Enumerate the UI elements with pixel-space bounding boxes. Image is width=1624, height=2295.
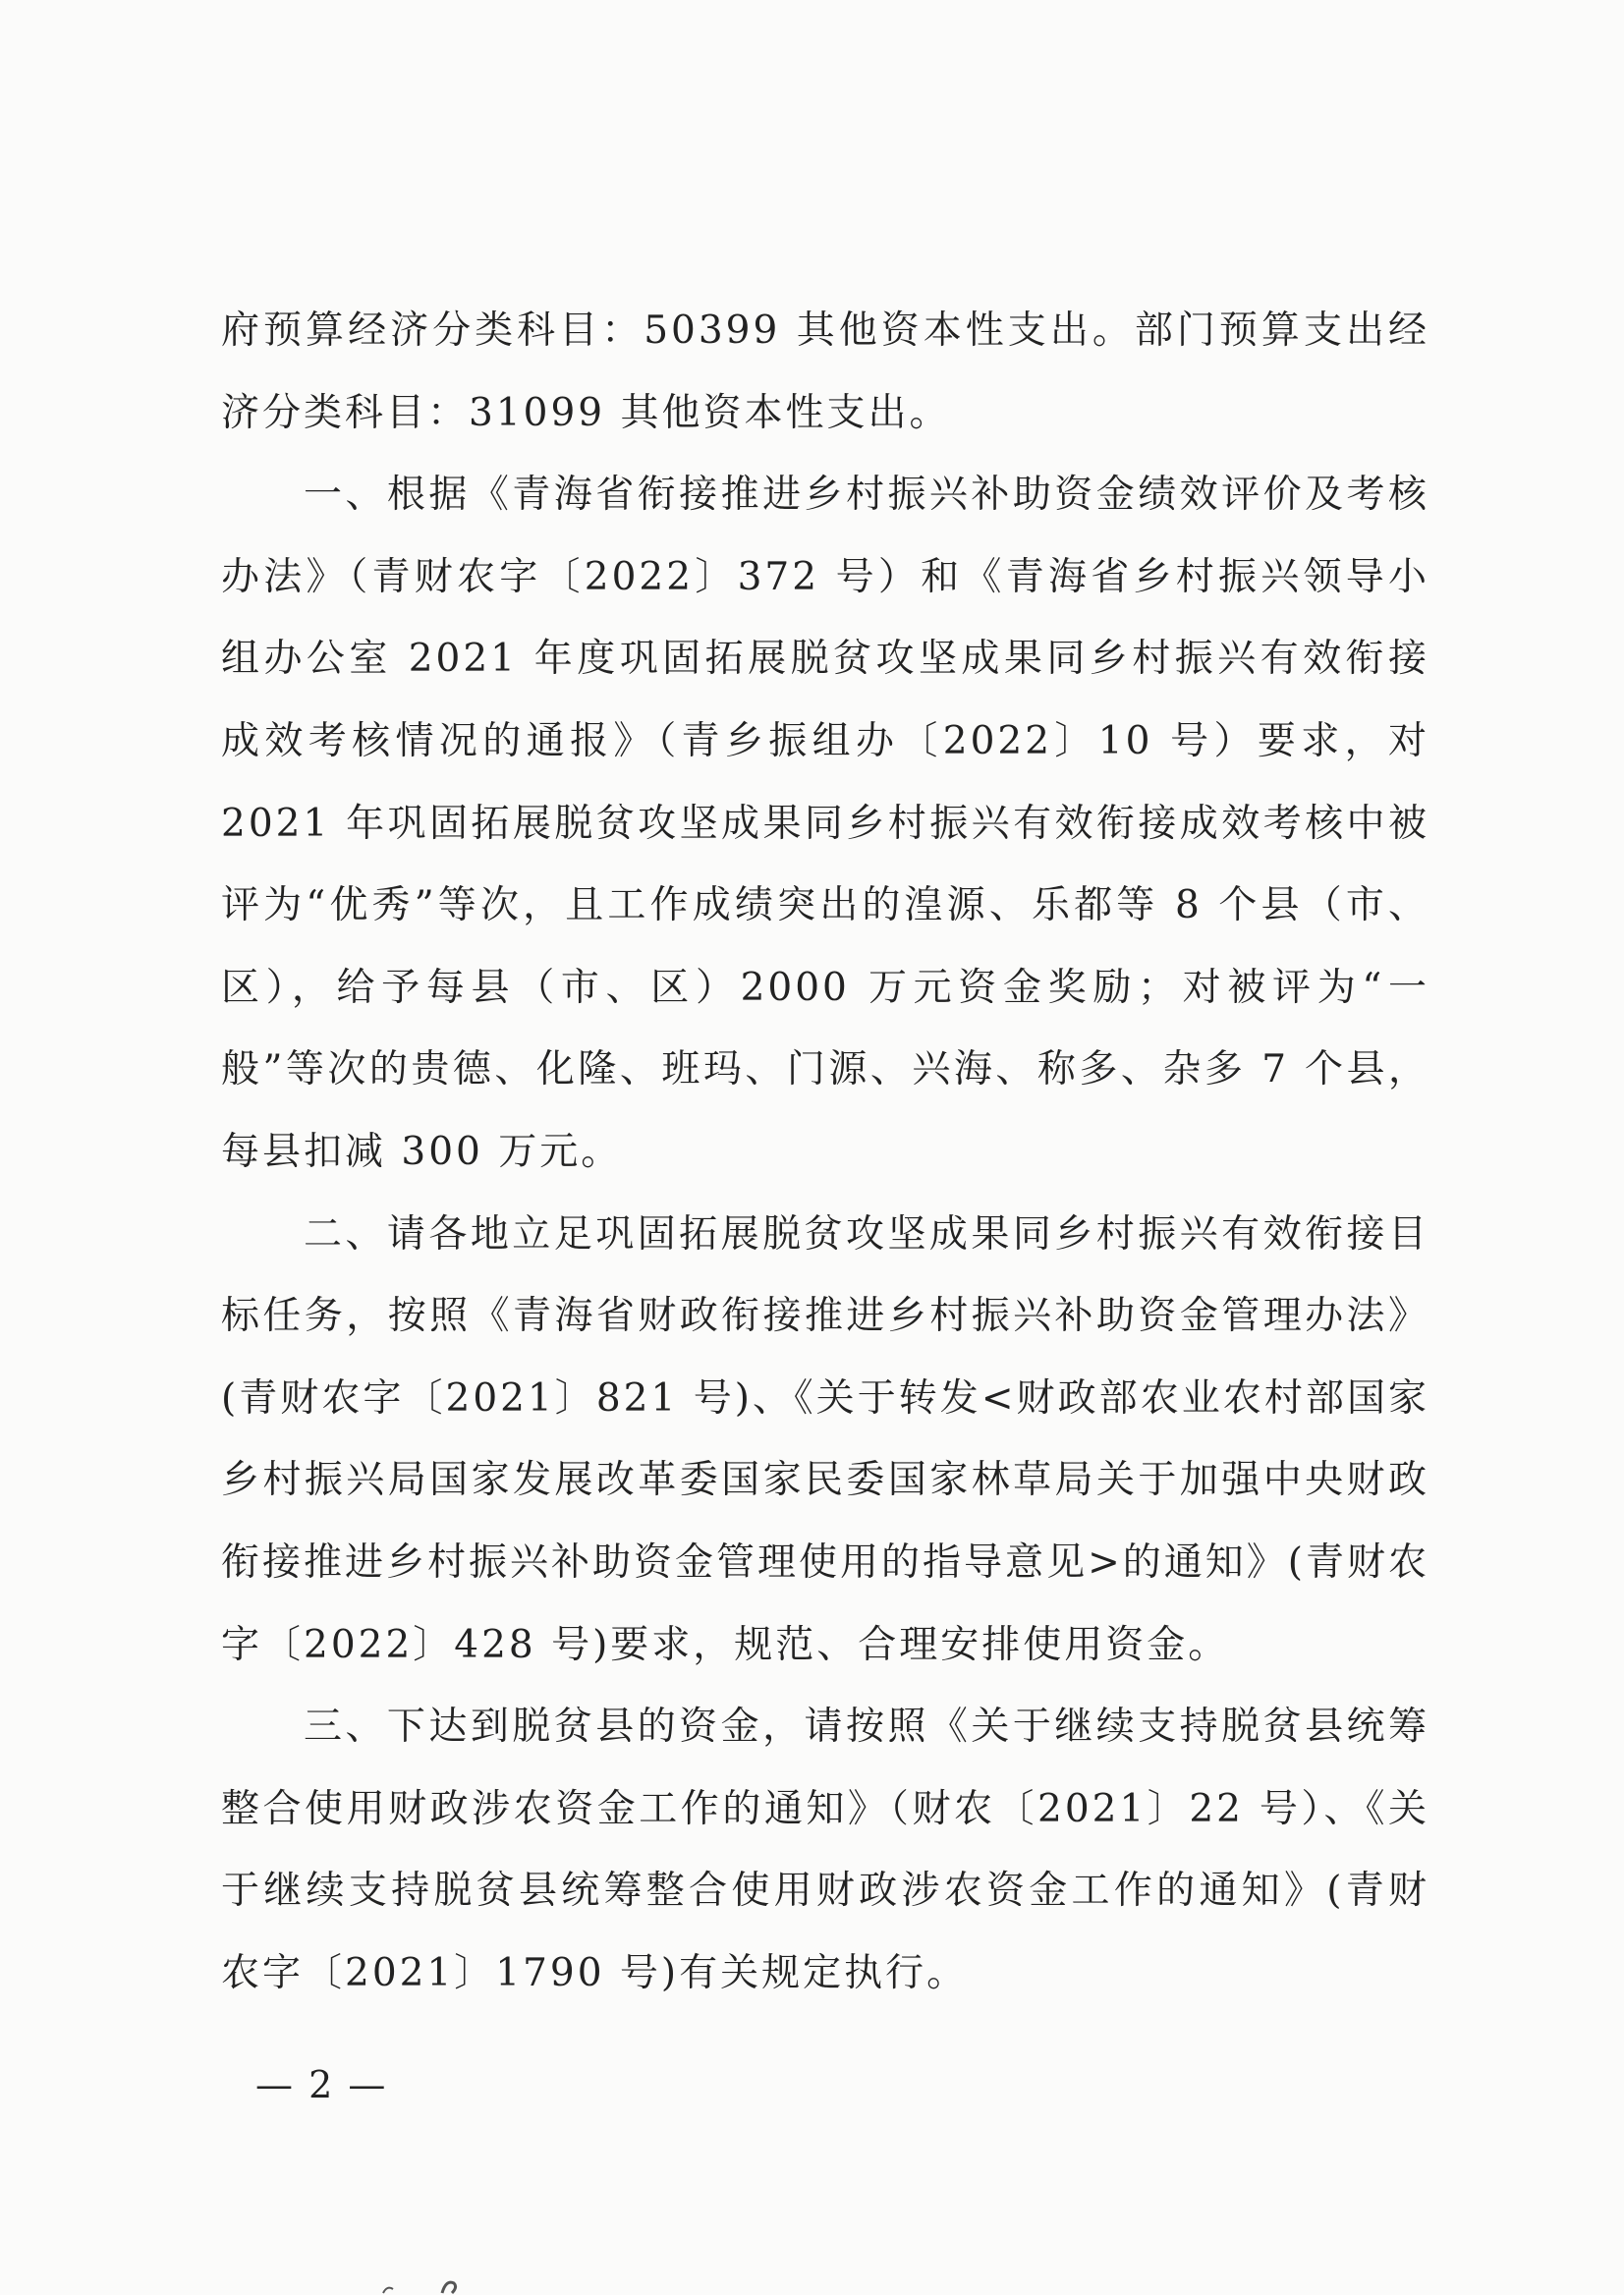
ink-mark-fragment <box>373 2260 491 2295</box>
paragraph-item-3: 三、下达到脱贫县的资金，请按照《关于继续支持脱贫县统筹整合使用财政涉农资金工作的通知》（财农〔2021〕22 号）、《关于继续支持脱贫县统筹整合使用财政涉农资金工作的通知》(青财农字〔2021〕1790 号)有关规定执行。 <box>221 1705 1429 1995</box>
page-number: — 2 — <box>255 2063 388 2106</box>
document-body <box>221 290 1429 2014</box>
paragraph-item-1: 一、根据《青海省衔接推进乡村振兴补助资金绩效评价及考核办法》（青财农字〔2022〕372 号）和《青海省乡村振兴领导小组办公室 2021 年度巩固拓展脱贫攻坚成果同乡村振兴有效衔接成效考核情况的通报》（青乡振组办〔2022〕10 号）要求，对 2021 年巩固拓展脱贫攻坚成果同乡村振兴有效衔接成效考核中被评为“优秀”等次，且工作成绩突出的湟源、乐都等 8 个县（市、区），给予每县（市、区）2000 万元资金奖励；对被评为“一般”等次的贵德、化隆、班玛、门源、兴海、称多、杂多 7 个县，每县扣减 300 万元。 <box>221 473 1429 1174</box>
paragraph-intro: 府预算经济分类科目：50399 其他资本性支出。部门预算支出经济分类科目：31099 其他资本性支出。 <box>221 308 1429 435</box>
paragraph-item-2: 二、请各地立足巩固拓展脱贫攻坚成果同乡村振兴有效衔接目标任务，按照《青海省财政衔接推进乡村振兴补助资金管理办法》(青财农字〔2021〕821 号)、《关于转发<财政部农业农村部国家乡村振兴局国家发展改革委国家民委国家林草局关于加强中央财政衔接推进乡村振兴补助资金管理使用的指导意见>的通知》(青财农字〔2022〕428 号)要求，规范、合理安排使用资金。 <box>221 1211 1429 1667</box>
